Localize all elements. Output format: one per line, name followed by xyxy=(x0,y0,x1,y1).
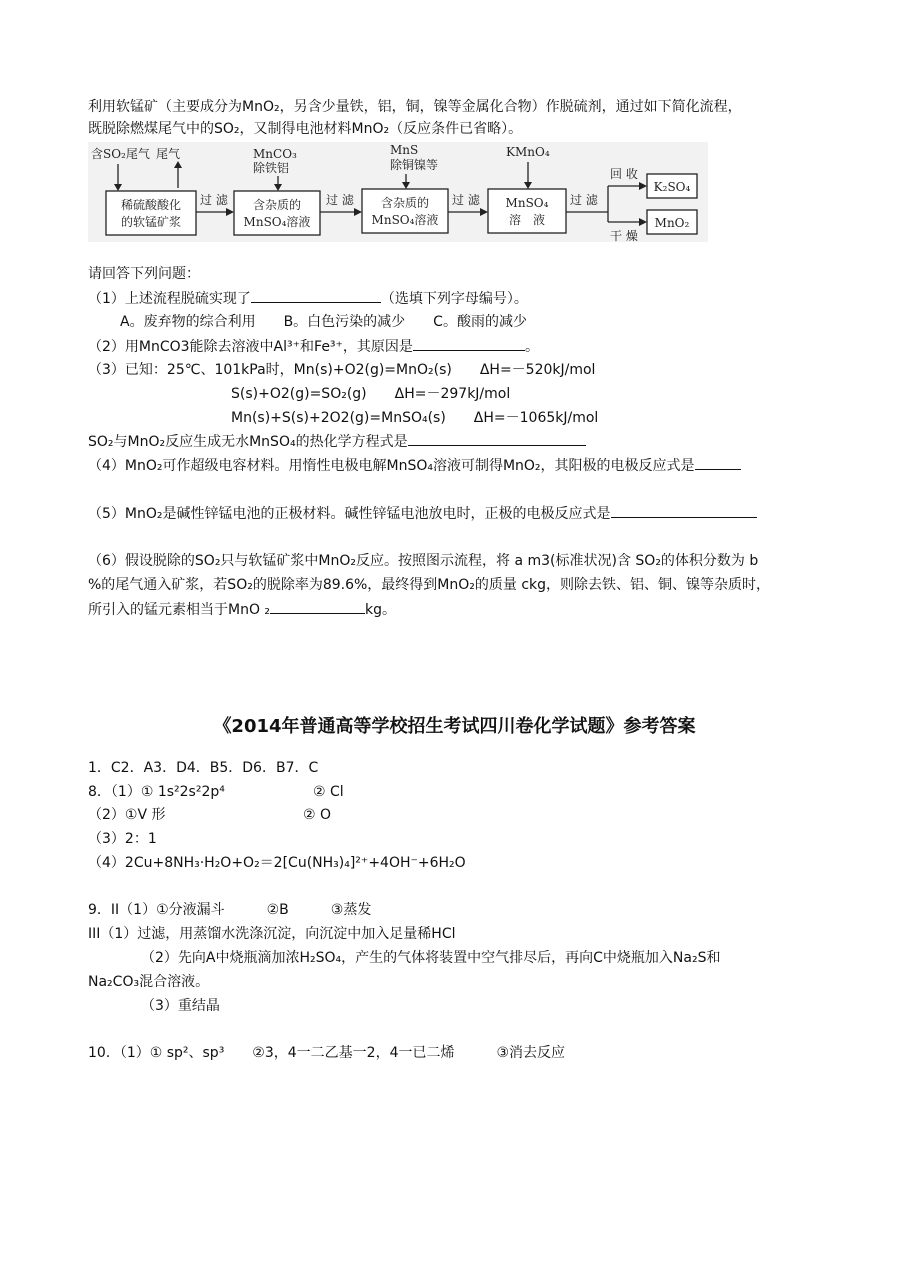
answer-9-1: 9．II（1）①分液漏斗 ②B ③蒸发 xyxy=(88,902,372,918)
q3-line-a: （3）已知：25℃、101kPa时，Mn(s)+O2(g)=MnO₂(s) ΔH=－520kJ/mol xyxy=(88,362,596,378)
reagent-1-l1: MnCO₃ xyxy=(253,147,297,161)
answer-9-2: III（1）过滤，用蒸馏水洗涤沉淀，向沉淀中加入足量稀HCl xyxy=(88,926,456,942)
filter-label-4: 过 滤 xyxy=(570,193,598,207)
flow-box-2-l1: 含杂质的 xyxy=(252,198,302,212)
flow-box-3-l1: 含杂质的 xyxy=(380,196,430,210)
answer-10: 10．（1）① sp²、sp³ ②3，4一二乙基一2，4一已二烯 ③消去反应 xyxy=(88,1045,566,1061)
answer-8-2: （2）①V 形 xyxy=(88,807,166,823)
recover-label: 回 收 xyxy=(610,167,638,181)
q1-blank xyxy=(251,288,381,303)
q2 xyxy=(88,336,539,357)
answer-8-3: （3）2：1 xyxy=(88,831,157,847)
q6-line-c xyxy=(88,599,396,620)
flow-box-4-l1: MnSO₄ xyxy=(505,196,549,210)
q3-blank xyxy=(408,431,586,446)
q1-tail: （选填下列字母编号）。 xyxy=(380,291,528,307)
filter-label-3: 过 滤 xyxy=(452,193,480,207)
answer-9-4: Na₂CO₃混合溶液。 xyxy=(88,974,210,990)
q2-blank xyxy=(413,336,525,351)
answer-8-4: （4）2Cu+8NH₃·H₂O+O₂＝2[Cu(NH₃)₄]²⁺+4OH⁻+6H₂O xyxy=(88,855,466,871)
reagent-2-l2: 除铜镍等 xyxy=(390,158,439,172)
q3-d-text: SO₂与MnO₂反应生成无水MnSO₄的热化学方程式是 xyxy=(88,434,408,450)
q6-blank xyxy=(270,599,365,614)
reagent-1-l2: 除铁铝 xyxy=(253,161,290,175)
q1-options: A。废弃物的综合利用 B。白色污染的减少 C。酸雨的减少 xyxy=(120,314,527,330)
q2-text: （2）用MnCO3能除去溶液中Al³⁺和Fe³⁺，其原因是 xyxy=(88,339,413,355)
q6-line-a: （6）假设脱除的SO₂只与软锰矿浆中MnO₂反应。按照图示流程，将 a m3(标准状况)含 SO₂的体积分数为 b xyxy=(88,553,759,569)
q4-blank xyxy=(695,455,741,470)
q5-text: （5）MnO₂是碱性锌锰电池的正极材料。碱性锌锰电池放电时，正极的电极反应式是 xyxy=(88,506,611,522)
answer-9-5: （3）重结晶 xyxy=(141,998,220,1014)
intro-line-1: 利用软锰矿（主要成分为MnO₂，另含少量铁，铝，铜，镍等金属化合物）作脱硫剂，通过如下简化流程， xyxy=(88,99,742,115)
answer-8-1: 8．（1）① 1s²2s²2p⁴ xyxy=(88,784,225,800)
answer-8-2b: ② O xyxy=(303,807,332,823)
q5-blank xyxy=(611,503,757,518)
q1-text: （1）上述流程脱硫实现了 xyxy=(88,291,251,307)
intro-line-2: 既脱除燃煤尾气中的SO₂，又制得电池材料MnO₂（反应条件已省略）。 xyxy=(88,121,523,137)
filter-label-1: 过 滤 xyxy=(200,193,228,207)
flow-box-1-l1: 稀硫酸酸化 xyxy=(120,198,182,212)
flow-box-3-l2: MnSO₄溶液 xyxy=(371,213,439,227)
reagent-3: KMnO₄ xyxy=(506,145,550,159)
input-label-1: 含SO₂尾气 xyxy=(91,147,150,161)
reagent-2-l1: MnS xyxy=(390,143,419,157)
product-2: MnO₂ xyxy=(654,216,690,230)
q5 xyxy=(88,503,757,524)
q4 xyxy=(88,455,741,476)
process-flowchart xyxy=(88,142,708,242)
filter-label-2: 过 滤 xyxy=(326,193,354,207)
dry-label: 干 燥 xyxy=(610,229,638,242)
answers-title: 《2014年普通高等学校招生考试四川卷化学试题》参考答案 xyxy=(213,716,696,737)
q6-line-b: %的尾气通入矿浆，若SO₂的脱除率为89.6%，最终得到MnO₂的质量 ckg，则除去铁、铝、铜、镍等杂质时， xyxy=(88,577,771,593)
flow-box-1-l2: 的软锰矿浆 xyxy=(120,215,182,229)
q3-line-d xyxy=(88,431,586,452)
q2-tail: 。 xyxy=(524,339,539,355)
q3-line-b: S(s)+O2(g)=SO₂(g) ΔH=－297kJ/mol xyxy=(231,386,511,402)
input-label-2: 尾气 xyxy=(156,147,181,161)
product-1: K₂SO₄ xyxy=(653,180,691,194)
prompt: 请回答下列问题： xyxy=(88,266,200,282)
flow-box-4-l2: 溶 液 xyxy=(508,213,546,227)
flow-box-2-l2: MnSO₄溶液 xyxy=(243,215,311,229)
q4-text: （4）MnO₂可作超级电容材料。用惰性电极电解MnSO₄溶液可制得MnO₂，其阳极的电极反应式是 xyxy=(88,458,695,474)
q1 xyxy=(88,288,528,309)
q3-line-c: Mn(s)+S(s)+2O2(g)=MnSO₄(s) ΔH=－1065kJ/mol xyxy=(231,410,599,426)
answer-8-1b: ② Cl xyxy=(313,784,344,800)
answer-9-3: （2）先向A中烧瓶滴加浓H₂SO₄，产生的气体将装置中空气排尽后，再向C中烧瓶加入Na₂S和 xyxy=(141,950,721,966)
q6-c-tail: kg。 xyxy=(365,602,397,618)
answer-1-7: 1．C2．A3．D4．B5．D6．B7．C xyxy=(88,760,319,776)
q6-c-text: 所引入的锰元素相当于MnO ₂ xyxy=(88,602,271,618)
